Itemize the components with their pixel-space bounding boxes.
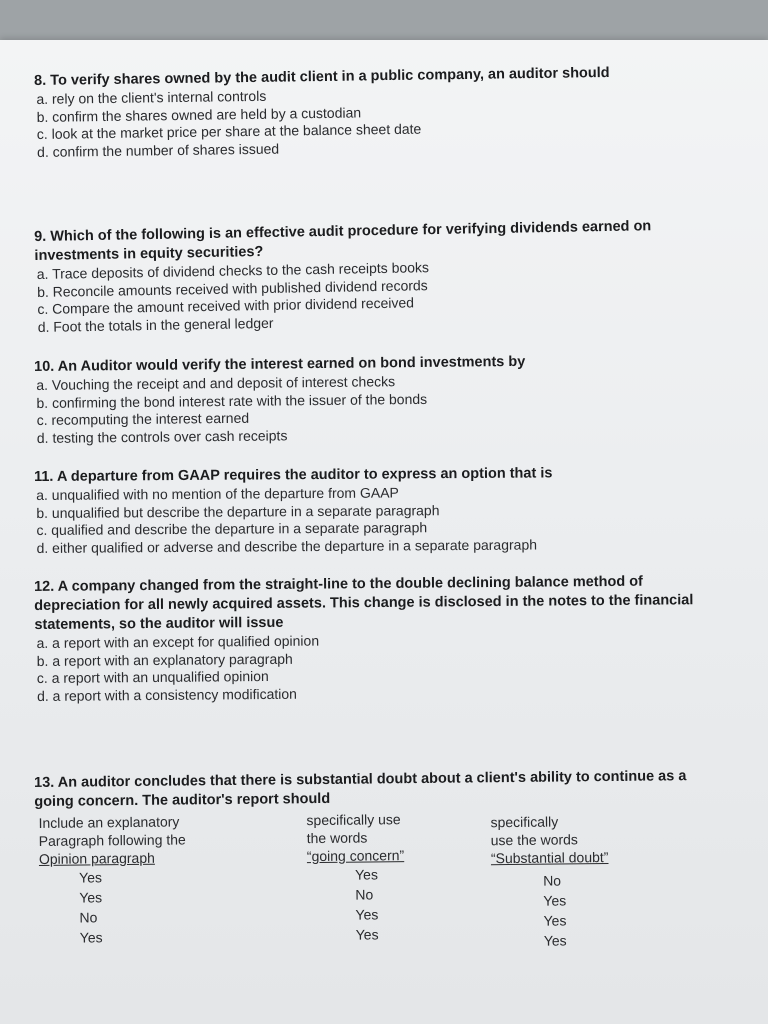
header-line: Paragraph following the	[38, 831, 186, 849]
option-a: a. a report with an except for qualified opinion	[36, 632, 320, 651]
header-line: Opinion paragraph	[38, 849, 155, 867]
option-a: a. rely on the client's internal controls	[36, 87, 267, 107]
header-line: Include an explanatory	[38, 813, 180, 831]
question-stem: 13. An auditor concludes that there is substantial doubt about a client's ability to continue as a going concern. The auditor's report should	[34, 768, 687, 810]
question-9	[34, 216, 714, 336]
header-line: use the words	[490, 831, 578, 849]
option-b: b. unqualified but describe the departure in a separate paragraph	[36, 501, 440, 521]
option-d: d. either qualified or adverse and describe the departure in a separate paragraph	[36, 535, 538, 556]
column-substantial-doubt	[490, 812, 609, 951]
table-cell: Yes	[354, 866, 378, 883]
option-d: d. a report with a consistency modification	[36, 685, 297, 704]
answer-table	[34, 807, 714, 964]
table-cell: Yes	[355, 906, 379, 923]
option-d: d. testing the controls over cash receipts	[36, 426, 288, 446]
option-b: b. confirm the shares owned are held by a custodian	[36, 103, 362, 125]
column-values	[307, 864, 405, 945]
option-d: d. Foot the totals in the general ledger	[37, 314, 274, 335]
table-cell: Yes	[543, 892, 567, 909]
option-a: a. Trace deposits of dividend checks to the cash receipts books	[36, 259, 430, 282]
option-c: c. recomputing the interest earned	[36, 409, 250, 428]
header-line: specifically	[490, 813, 559, 831]
question-stem: 10. An Auditor would verify the interest earned on bond investments by	[34, 353, 526, 375]
option-d: d. confirm the number of shares issued	[36, 140, 280, 160]
column-header	[306, 810, 404, 865]
header-line: “going concern”	[306, 847, 405, 865]
column-values	[491, 870, 609, 951]
question-stem: 12. A company changed from the straight-line to the double declining balance method of depreciation for all newly acquired assets. This change is disclosed in the notes to the financial statements, so the auditor will issue	[34, 573, 694, 633]
table-cell: Yes	[79, 869, 103, 886]
question-8	[34, 63, 713, 161]
question-12	[34, 572, 713, 705]
column-header	[490, 812, 608, 867]
option-c: c. qualified and describe the departure in a separate paragraph	[36, 519, 428, 538]
table-cell: Yes	[79, 889, 103, 906]
table-cell: No	[543, 872, 562, 889]
option-c: c. look at the market price per share at the balance sheet date	[36, 120, 422, 142]
table-cell: No	[79, 909, 98, 926]
column-explanatory-paragraph	[38, 812, 187, 948]
header-line: the words	[306, 829, 368, 847]
header-line: specifically use	[306, 811, 401, 829]
table-cell: No	[355, 886, 374, 903]
table-cell: Yes	[543, 912, 567, 929]
option-c: c. Compare the amount received with prior dividend received	[37, 294, 415, 317]
question-stem: 9. Which of the following is an effective audit procedure for verifying dividends earned on investments in equity securities?	[34, 218, 652, 264]
option-b: b. a report with an explanatory paragraph	[36, 650, 293, 669]
option-c: c. a report with an unqualified opinion	[36, 667, 269, 686]
option-b: b. confirming the bond interest rate with the issuer of the bonds	[36, 390, 428, 411]
column-going-concern	[306, 810, 405, 945]
header-line: “Substantial doubt”	[490, 848, 609, 867]
question-11	[34, 463, 713, 557]
column-values	[39, 866, 187, 948]
table-cell: Yes	[543, 932, 567, 949]
table-cell: Yes	[79, 929, 103, 946]
column-header	[38, 812, 186, 868]
question-stem: 8. To verify shares owned by the audit client in a public company, an auditor should	[34, 64, 610, 89]
table-cell: Yes	[355, 926, 379, 943]
question-stem: 11. A departure from GAAP requires the auditor to express an option that is	[34, 465, 553, 485]
question-13	[34, 767, 714, 964]
question-10	[34, 351, 713, 447]
option-a: a. unqualified with no mention of the departure from GAAP	[36, 484, 399, 503]
option-b: b. Reconcile amounts received with published dividend records	[36, 276, 428, 300]
option-a: a. Vouching the receipt and and deposit of interest checks	[36, 373, 396, 393]
